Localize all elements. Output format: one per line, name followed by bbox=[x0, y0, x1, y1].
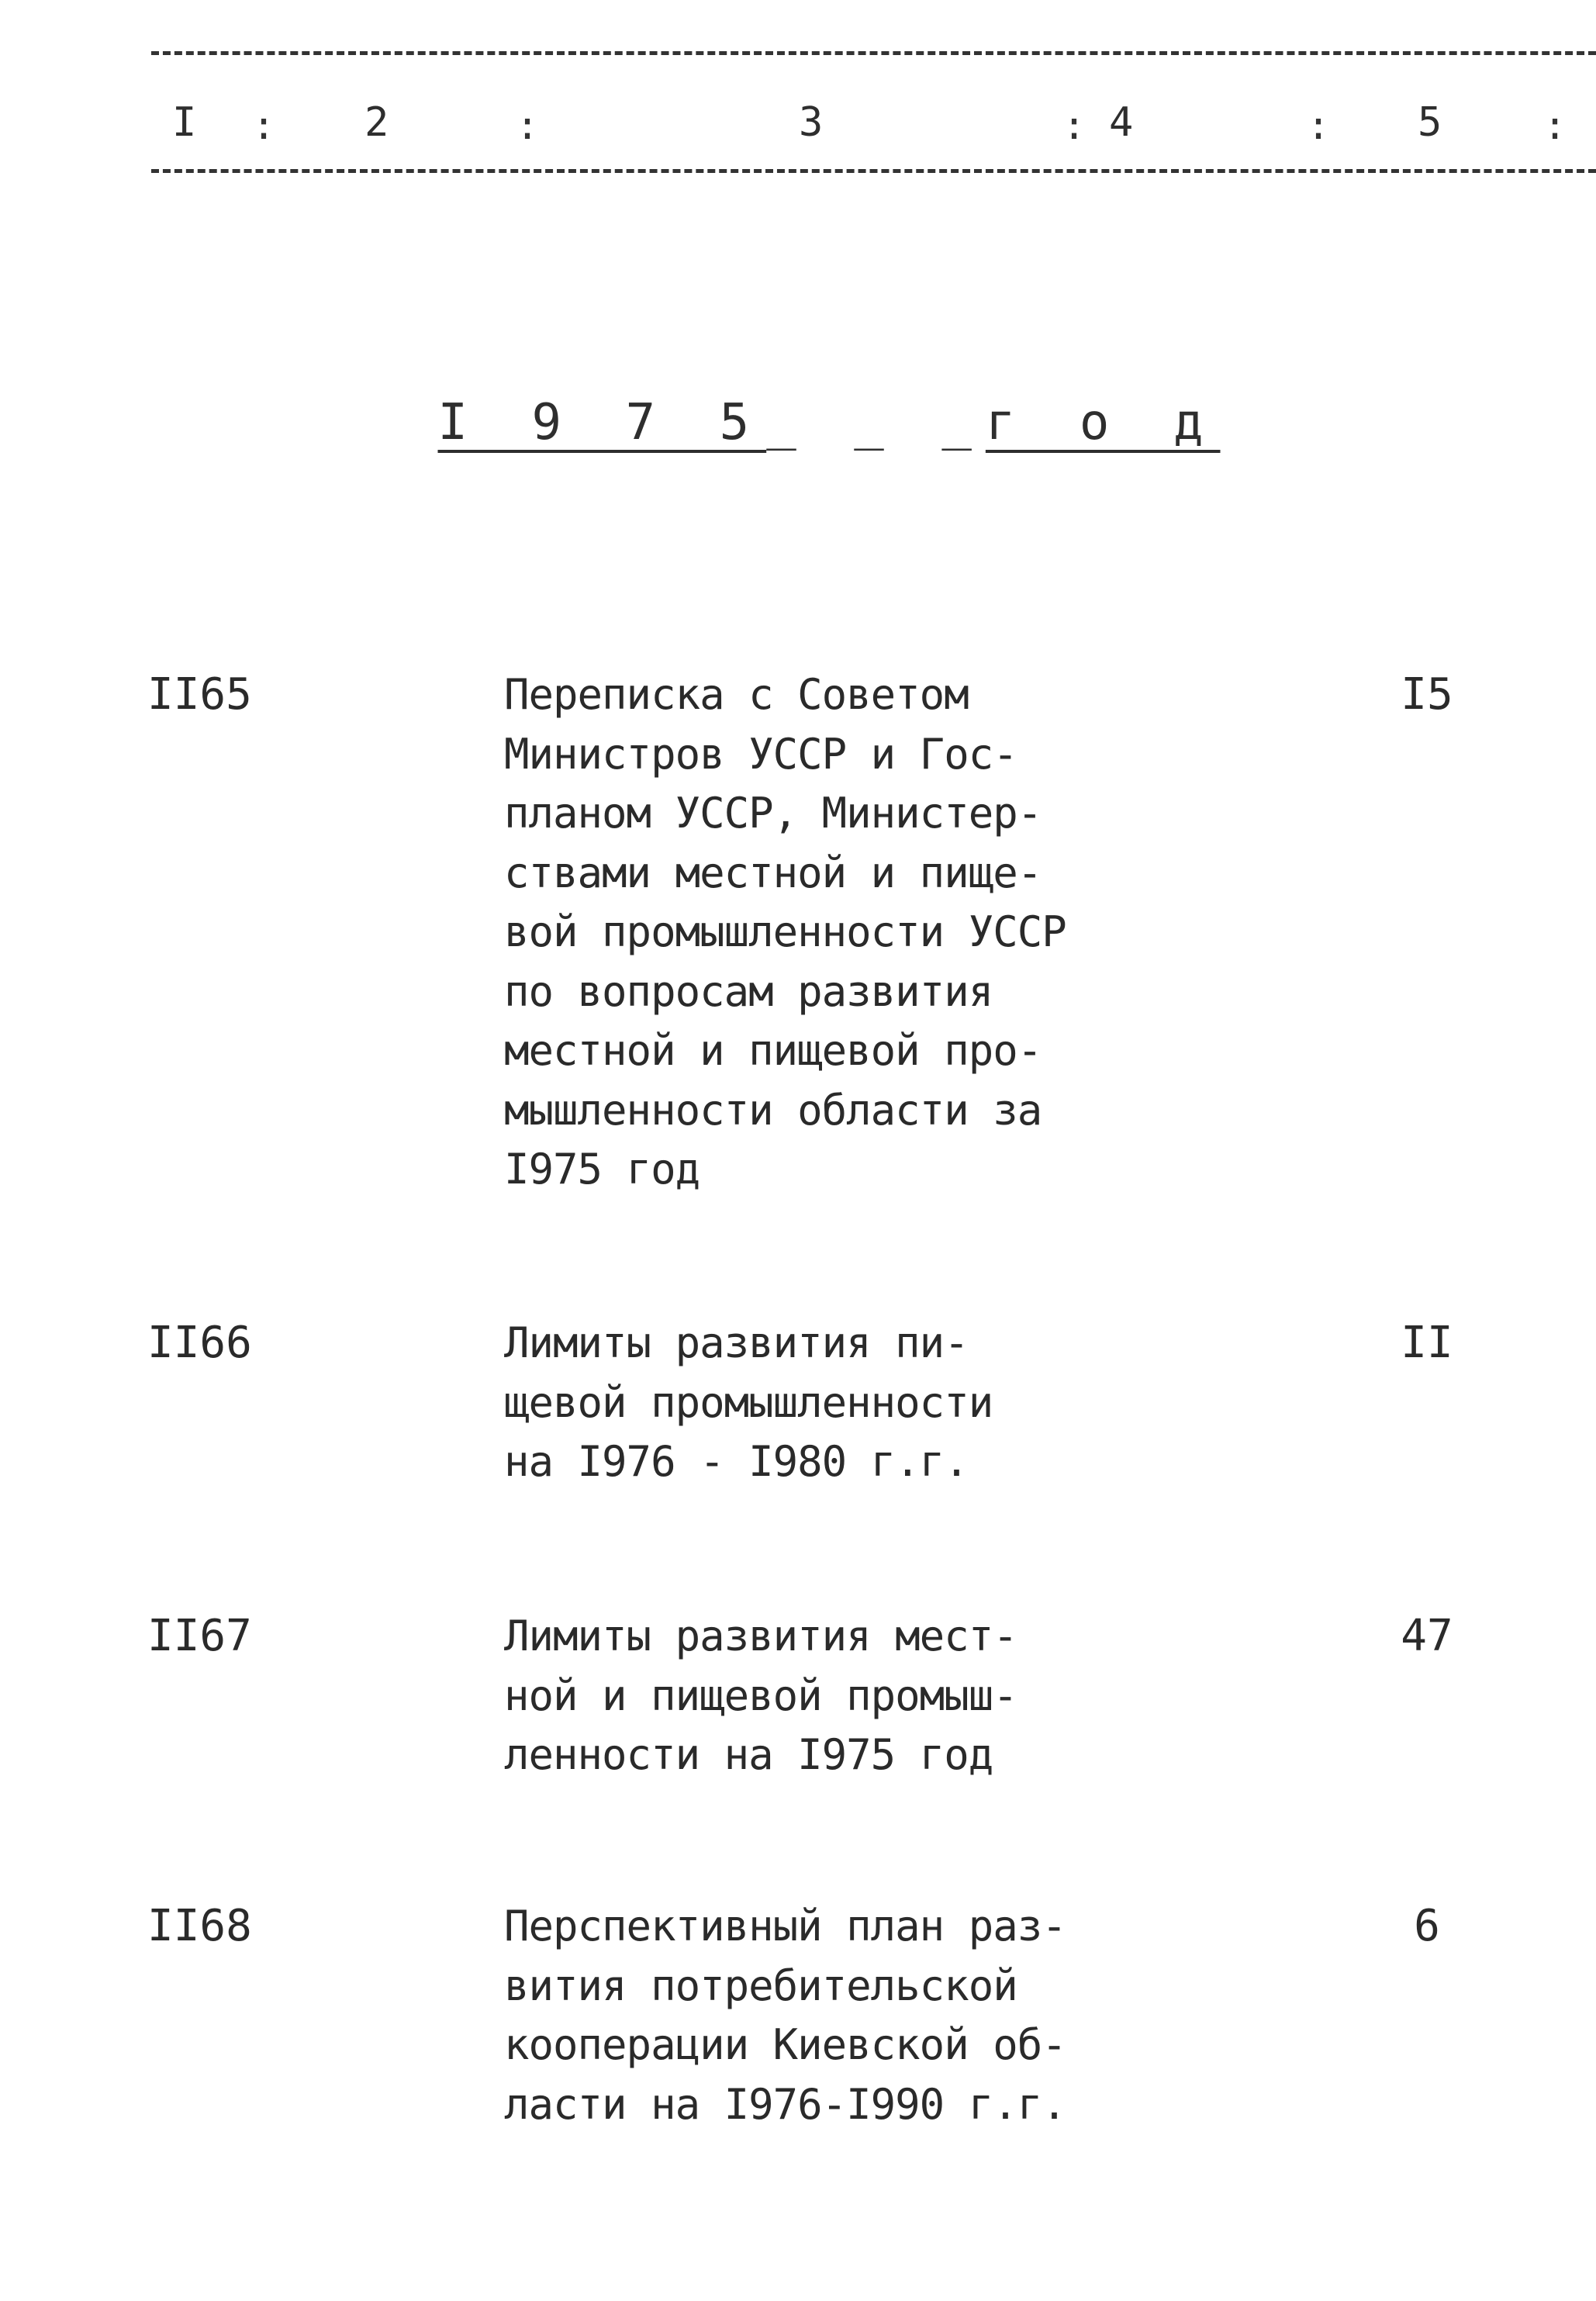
column-number-2: 2 bbox=[364, 99, 389, 146]
page-count: I5 bbox=[1401, 669, 1453, 720]
file-number: II66 bbox=[147, 1318, 252, 1368]
file-number: II65 bbox=[147, 669, 252, 720]
header-bottom-rule bbox=[151, 169, 1596, 173]
page-count: II bbox=[1401, 1318, 1453, 1368]
column-number-3: 3 bbox=[799, 99, 824, 146]
file-number: II68 bbox=[147, 1901, 252, 1951]
column-separator: : bbox=[252, 103, 276, 148]
file-description: Переписка с Советом Министров УССР и Гос- планом УССР, Министер- ствами местной и пище- вой промышленности УССР по вопросам развития местной и пищевой про- мышленности области за I975 год bbox=[504, 670, 1066, 1194]
column-number-1: I bbox=[172, 99, 197, 146]
column-separator: : bbox=[1543, 103, 1567, 148]
page-count: 6 bbox=[1414, 1901, 1440, 1951]
page-count: 47 bbox=[1401, 1611, 1453, 1661]
heading-word: г о д bbox=[985, 394, 1221, 451]
column-separator: : bbox=[1307, 103, 1331, 148]
column-separator: : bbox=[1062, 103, 1086, 148]
file-description: Лимиты развития пи- щевой промышленности на I976 - I980 г.г. bbox=[504, 1318, 993, 1486]
year-heading bbox=[0, 392, 1596, 454]
column-number-5: 5 bbox=[1418, 99, 1442, 146]
header-top-rule bbox=[151, 51, 1596, 55]
heading-dashes: _ _ _ bbox=[766, 394, 986, 451]
heading-year: I 9 7 5 bbox=[437, 394, 767, 451]
column-separator: : bbox=[516, 103, 540, 148]
file-description: Лимиты развития мест- ной и пищевой промыш- ленности на I975 год bbox=[504, 1612, 1017, 1779]
file-number: II67 bbox=[147, 1611, 252, 1661]
file-description: Перспективный план раз- вития потребительской кооперации Киевской об- ласти на I976-I990 г.г. bbox=[504, 1902, 1066, 2129]
column-number-4: 4 bbox=[1109, 99, 1134, 146]
